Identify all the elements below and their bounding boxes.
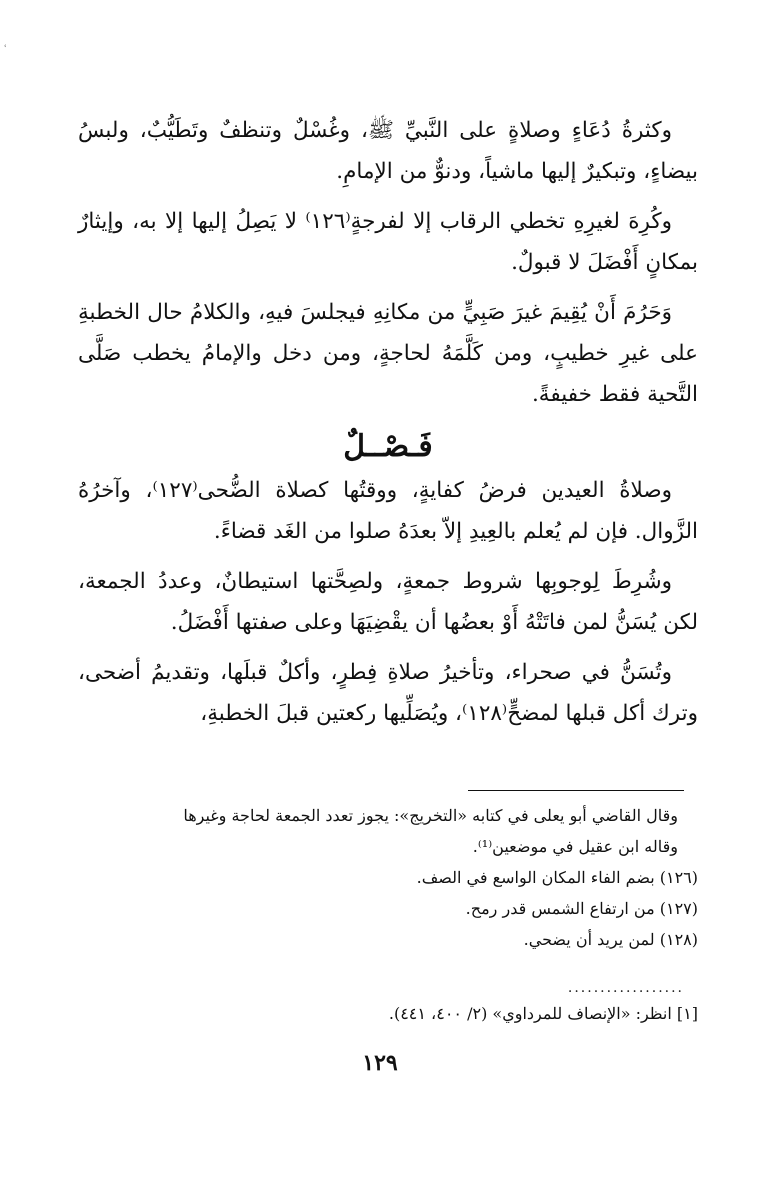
paragraph: وَحَرُمَ أَنْ يُقِيمَ غيرَ صَبِيٍّ من مكانِهِ فيجلسَ فيهِ، والكلامُ حال الخطبةِ على غيرِ خطيبٍ، ومن كَلَّمَهُ لحاجةٍ، ومن دخل والإمامُ يخطب صَلَّى التَّحية فقط خفيفةً. [78, 300, 698, 407]
paragraph: وكثرةُ دُعَاءٍ وصلاةٍ على النَّبيِّ ﷺ، وغُسْلٌ وتنظفٌ وتَطَيُّبٌ، ولبسُ بيضاءٍ، وتبكيرٌ إليها ماشياً، ودنوٌّ من الإمامِ. [78, 118, 698, 184]
footnote-128: (١٢٨) لمن يريد أن يضحي. [523, 930, 698, 949]
footnote-126: (١٢٦) بضم الفاء المكان الواسع في الصف. [416, 868, 698, 887]
paragraph: وكُرِهَ لغيرِهِ تخطي الرقاب إلا لفرجةٍ⁽١٢٦⁾ لا يَصِلُ إليها إلا به، وإيثارٌ بمكانٍ أَفْضَلَ لا قبولٌ. [78, 209, 698, 275]
paragraph: وشُرِطَ لِوجوبِها شروط جمعةٍ، ولصِحَّتها استيطانٌ، وعددُ الجمعة، لكن يُسَنُّ لمن فاتَتْهُ أَوْ بعضُها أن يقْضِيَهَا وعلى صفتها أَفْضَلُ. [78, 569, 698, 635]
main-text [78, 110, 698, 743]
page-number: ١٢٩ [362, 1050, 398, 1076]
paragraph: وصلاةُ العيدين فرضُ كفايةٍ، ووقتُها كصلاة الضُّحى⁽١٢٧⁾، وآخرُهُ الزَّوال. فإن لم يُعلم بالعِيدِ إلاّ بعدَهُ صلوا من الغَد قضاءً. [78, 478, 698, 544]
footnote-continuation: وقال القاضي أبو يعلى في كتابه «التخريج»: يجوز تعدد الجمعة لحاجة وغيرها [183, 806, 678, 825]
footnote-127: (١٢٧) من ارتفاع الشمس قدر رمح. [465, 899, 698, 918]
footnote-continuation: وقاله ابن عقيل في موضعين⁽¹⁾. [472, 837, 678, 856]
footnotes [78, 800, 698, 955]
footnote-divider [468, 790, 684, 791]
scan-mark: ʿ [4, 44, 8, 55]
section-heading: فَـصْــلٌ [343, 429, 433, 464]
editor-note-separator: .................. [567, 980, 684, 996]
editor-note: [١] انظر: «الإنصاف للمرداوي» (٢/ ٤٠٠، ٤٤١). [388, 1004, 698, 1023]
paragraph: وتُسَنُّ في صحراء، وتأخيرُ صلاةِ فِطرٍ، وأكلٌ قبلَها، وتقديمُ أضحى، وترك أكل قبلها لمضحٍّ⁽١٢٨⁾، ويُصَلِّيها ركعتين قبلَ الخطبةِ، [78, 660, 698, 726]
